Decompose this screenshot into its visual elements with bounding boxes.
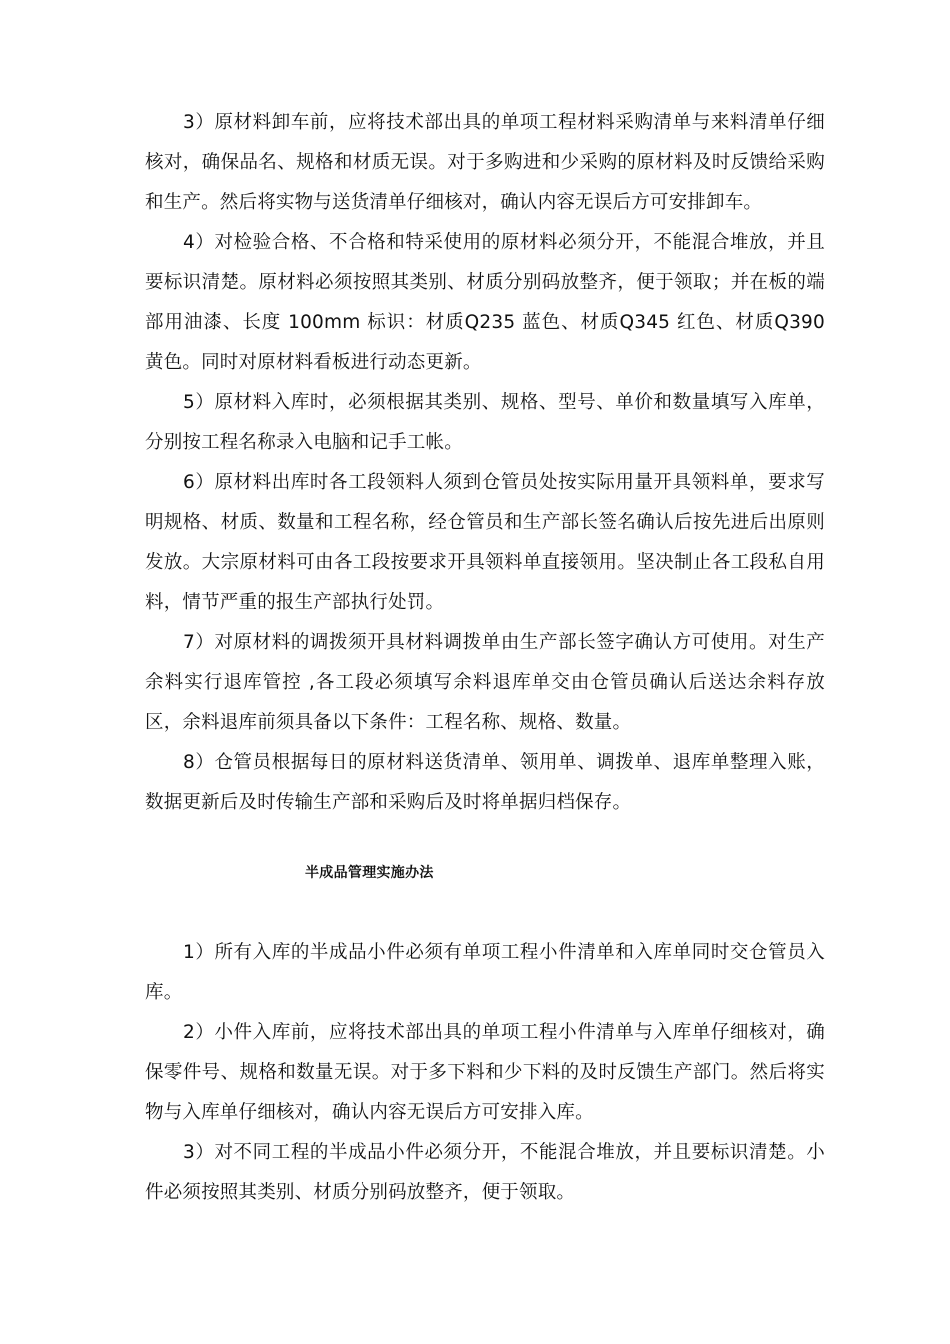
section-raw-materials bbox=[145, 103, 825, 823]
paragraph-8: 8）仓管员根据每日的原材料送货清单、领用单、调拨单、退库单整理入账，数据更新后及时传输生产部和采购后及时将单据归档保存。 bbox=[145, 752, 825, 813]
paragraph-2: 2）小件入库前，应将技术部出具的单项工程小件清单与入库单仔细核对，确保零件号、规格和数量无误。对于多下料和少下料的及时反馈生产部门。然后将实物与入库单仔细核对，确认内容无误后方可安排入库。 bbox=[145, 1022, 825, 1123]
paragraph-5: 5）原材料入库时，必须根据其类别、规格、型号、单价和数量填写入库单，分别按工程名称录入电脑和记手工帐。 bbox=[145, 392, 825, 453]
paragraph-7: 7）对原材料的调拨须开具材料调拨单由生产部长签字确认方可使用。对生产余料实行退库管控 ,各工段必须填写余料退库单交由仓管员确认后送达余料存放区，余料退库前须具备以下条件：工程名称、规格、数量。 bbox=[145, 632, 825, 733]
section-semi-finished bbox=[145, 933, 825, 1213]
paragraph-4: 4）对检验合格、不合格和特采使用的原材料必须分开，不能混合堆放，并且要标识清楚。原材料必须按照其类别、材质分别码放整齐，便于领取；并在板的端部用油漆、长度 100mm 标识：材质Q235 蓝色、材质Q345 红色、材质Q390 黄色。同时对原材料看板进行动态更新。 bbox=[145, 232, 825, 373]
document-page bbox=[145, 103, 825, 1203]
paragraph-3b: 3）对不同工程的半成品小件必须分开，不能混合堆放，并且要标识清楚。小件必须按照其类别、材质分别码放整齐，便于领取。 bbox=[145, 1142, 825, 1203]
paragraph-1: 1）所有入库的半成品小件必须有单项工程小件清单和入库单同时交仓管员入库。 bbox=[145, 942, 825, 1003]
paragraph-6: 6）原材料出库时各工段领料人须到仓管员处按实际用量开具领料单，要求写明规格、材质、数量和工程名称，经仓管员和生产部长签名确认后按先进后出原则发放。大宗原材料可由各工段按要求开具领料单直接领用。坚决制止各工段私自用料，情节严重的报生产部执行处罚。 bbox=[145, 472, 825, 613]
section-title-semi-finished: 半成品管理实施办法 bbox=[305, 865, 434, 881]
paragraph-3: 3）原材料卸车前，应将技术部出具的单项工程材料采购清单与来料清单仔细核对，确保品名、规格和材质无误。对于多购进和少采购的原材料及时反馈给采购和生产。然后将实物与送货清单仔细核对，确认内容无误后方可安排卸车。 bbox=[145, 112, 825, 213]
